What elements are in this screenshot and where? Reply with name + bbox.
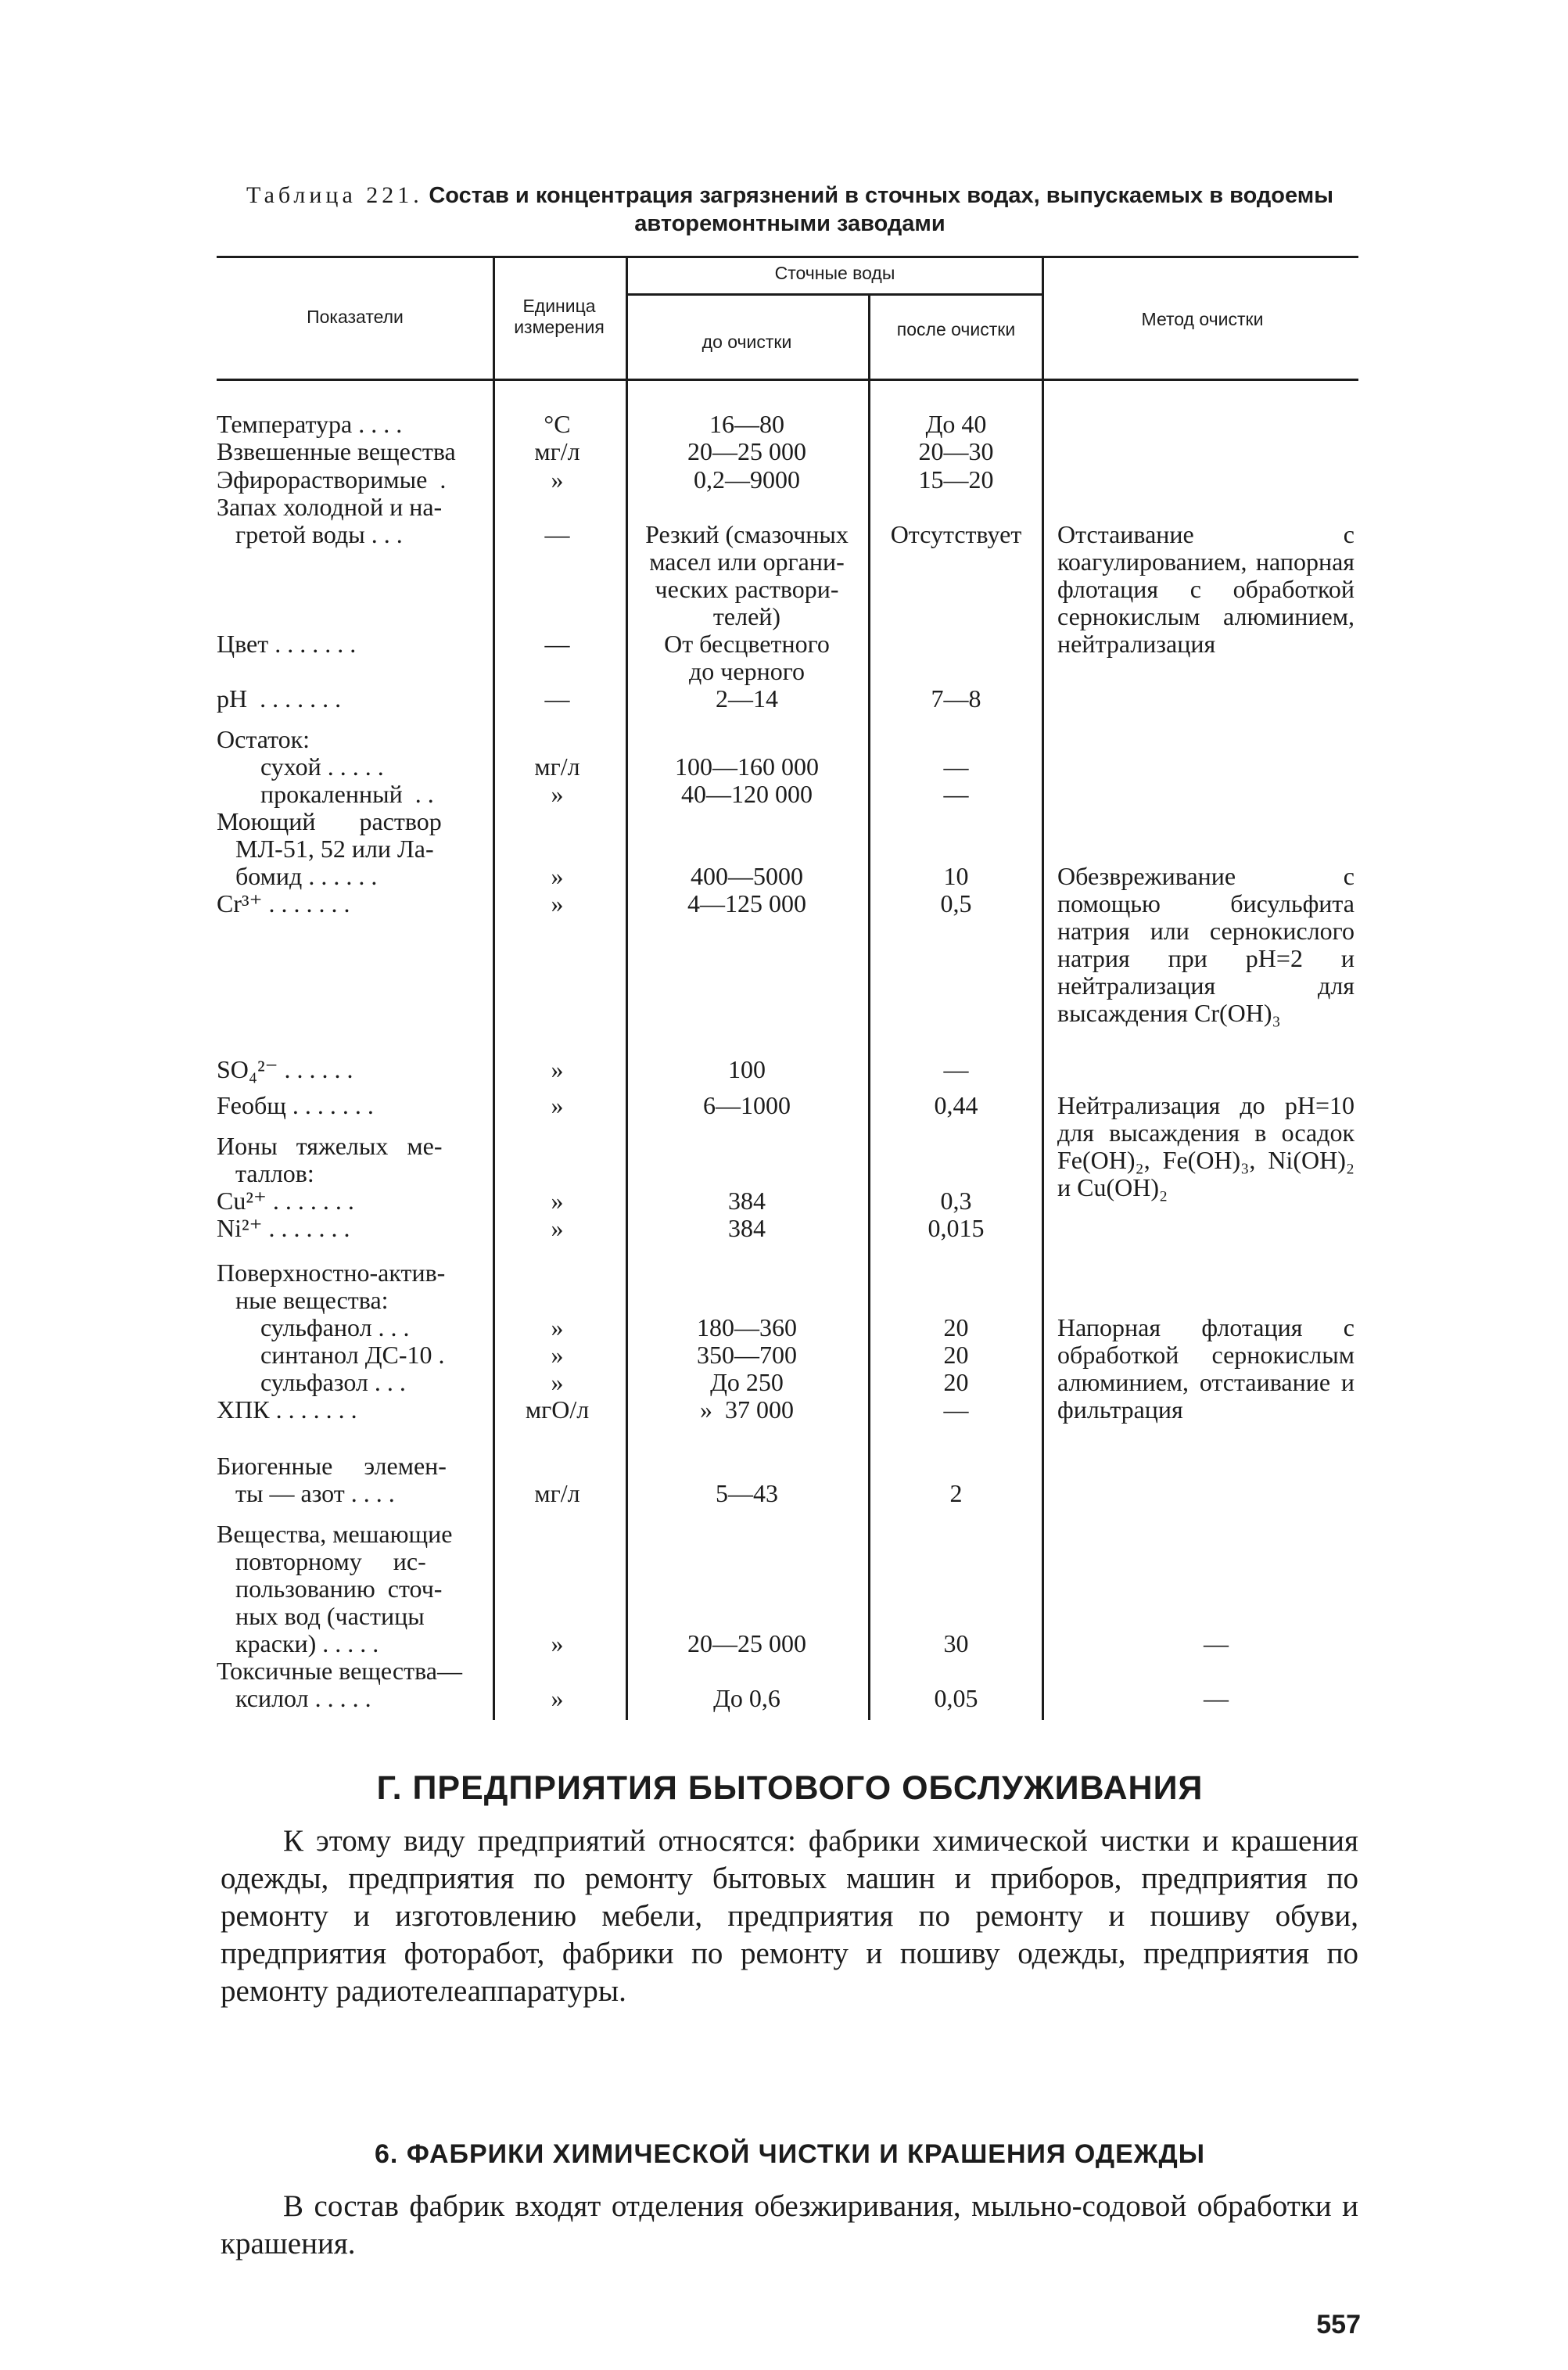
row-before: 6—1000	[703, 1091, 791, 1119]
row-unit: —	[544, 684, 570, 713]
row-indicator: Цвет . . . . . . .	[217, 630, 357, 658]
row-before: 2—14	[716, 684, 778, 713]
row-method: —	[1204, 1629, 1229, 1657]
row-indicator: Ионы тяжелых ме- таллов:	[217, 1132, 443, 1187]
row-after: До 40	[925, 410, 987, 438]
row-unit: °C	[544, 410, 571, 438]
row-unit: мг/л	[534, 752, 580, 781]
row-indicator: Взвешенные вещества	[217, 437, 456, 465]
row-before: 350—700	[697, 1341, 797, 1369]
row-before: 180—360	[697, 1313, 797, 1341]
subsection-title: 6. ФАБРИКИ ХИМИЧЕСКОЙ ЧИСТКИ И КРАШЕНИЯ ОДЕЖДЫ	[375, 2139, 1205, 2169]
row-indicator: сульфазол . . .	[217, 1368, 406, 1396]
row-before: 20—25 000	[687, 1629, 806, 1657]
column-divider	[493, 256, 495, 1720]
row-after: 15—20	[918, 465, 994, 494]
row-after: 20—30	[918, 437, 994, 465]
method-text: Отстаивание с коагулированием, напорная флотация с обработкой сернокислым алюминием, нейтрализация	[1057, 520, 1355, 658]
section-title: Г. ПРЕДПРИЯТИЯ БЫТОВОГО ОБСЛУЖИВАНИЯ	[376, 1769, 1204, 1807]
section-paragraph	[221, 1822, 1358, 2010]
table-caption	[219, 181, 1361, 238]
row-after: 0,3	[940, 1187, 972, 1215]
row-indicator: pH . . . . . . .	[217, 684, 342, 713]
row-indicator: SO₄²⁻ . . . . . .	[217, 1055, 353, 1083]
header-unit: Единица измерения	[514, 296, 605, 337]
row-indicator: Остаток:	[217, 725, 310, 753]
row-before: 16—80	[709, 410, 784, 438]
row-after: 20	[943, 1341, 969, 1369]
row-method: —	[1204, 1684, 1229, 1712]
row-indicator: Поверхностно-актив- ные вещества:	[217, 1259, 446, 1314]
row-after: —	[943, 1055, 969, 1083]
row-indicator: Cu²⁺ . . . . . . .	[217, 1187, 354, 1215]
header-wastewater: Сточные воды	[774, 263, 895, 283]
row-indicator: Температура . . . .	[217, 410, 403, 438]
row-unit: —	[544, 630, 570, 658]
row-unit: »	[551, 465, 564, 494]
row-before: 400—5000	[691, 862, 803, 890]
row-after: Отсутствует	[890, 520, 1022, 548]
row-after: 2	[949, 1479, 963, 1507]
table-title: Состав и концентрация загрязнений в сточных водах, выпускаемых в водоемы авторемонтными заводами	[429, 183, 1333, 236]
row-indicator: Токсичные вещества— ксилол . . . . .	[217, 1657, 462, 1712]
column-divider	[868, 295, 870, 1720]
row-unit: »	[551, 862, 564, 890]
row-indicator: Моющий раствор МЛ-51, 52 или Ла- бомид . . . . . .	[217, 807, 442, 890]
row-indicator: сухой . . . . .	[217, 752, 384, 781]
subsection-paragraph-text: В состав фабрик входят отделения обезжиривания, мыльно-содовой обработки и крашения.	[221, 2189, 1358, 2260]
row-before: 4—125 000	[687, 889, 806, 917]
row-before: До 0,6	[713, 1684, 780, 1712]
row-before: 5—43	[716, 1479, 778, 1507]
row-indicator: синтанол ДС-10 .	[217, 1341, 445, 1369]
row-after: —	[943, 780, 969, 808]
table-label: Таблица 221.	[246, 182, 423, 208]
row-after: 20	[943, 1368, 969, 1396]
row-after: —	[943, 752, 969, 781]
row-unit: »	[551, 1313, 564, 1341]
page-number: 557	[1316, 2310, 1361, 2339]
row-before: От бесцветного до черного	[664, 630, 830, 685]
table-top-rule	[217, 256, 1358, 258]
row-after: 0,05	[934, 1684, 978, 1712]
method-text: Нейтрализация до pH=10 для высаждения в осадок Fe(OH)₂, Fe(OH)₃, Ni(OH)₂ и Cu(OH)₂	[1057, 1091, 1355, 1201]
row-indicator: Ni²⁺ . . . . . . .	[217, 1214, 350, 1242]
row-unit: »	[551, 1091, 564, 1119]
row-after: 0,44	[934, 1091, 978, 1119]
column-divider	[626, 256, 628, 1720]
row-indicator: ХПК . . . . . . .	[217, 1395, 357, 1424]
row-indicator: Feобщ . . . . . . .	[217, 1091, 374, 1119]
row-unit: »	[551, 1187, 564, 1215]
column-divider	[1042, 256, 1044, 1720]
row-indicator: Вещества, мешающие повторному ис- пользованию сточ- ных вод (частицы краски) . . . . .	[217, 1520, 453, 1657]
header-before: до очистки	[701, 332, 792, 352]
row-after: 0,015	[928, 1214, 985, 1242]
row-indicator: прокаленный . .	[217, 780, 434, 808]
row-before: Резкий (смазочных масел или органи- ческих раствори- телей)	[645, 520, 849, 630]
header-method: Метод очистки	[1141, 309, 1264, 329]
row-unit: мг/л	[534, 1479, 580, 1507]
method-text: Напорная флотация с обработкой сернокислым алюминием, отстаивание и фильтрация	[1057, 1313, 1355, 1424]
row-after: 0,5	[940, 889, 972, 917]
row-before: 100—160 000	[675, 752, 819, 781]
row-before: 384	[728, 1214, 766, 1242]
row-unit: »	[551, 1684, 564, 1712]
row-after: —	[943, 1395, 969, 1424]
row-indicator: сульфанол . . .	[217, 1313, 410, 1341]
method-text: Обезвреживание с помощью бисульфита натрия или сернокислого натрия при pH=2 и нейтрализация для высаждения Cr(OH)₃	[1057, 862, 1355, 1027]
row-unit: »	[551, 780, 564, 808]
row-after: 10	[943, 862, 969, 890]
row-before: 20—25 000	[687, 437, 806, 465]
row-unit: »	[551, 1629, 564, 1657]
row-unit: »	[551, 1341, 564, 1369]
table-header-rule	[217, 379, 1358, 381]
row-before: До 250	[710, 1368, 784, 1396]
row-before: 384	[728, 1187, 766, 1215]
row-after: 7—8	[931, 684, 981, 713]
row-unit: »	[551, 1368, 564, 1396]
row-indicator: Биогенные элемен- ты — азот . . . .	[217, 1452, 447, 1507]
row-unit: »	[551, 1214, 564, 1242]
wastewater-subheader-rule	[627, 293, 1042, 296]
row-indicator: Эфирорастворимые .	[217, 465, 447, 494]
header-indicator: Показатели	[307, 307, 404, 327]
row-indicator: Cr³⁺ . . . . . . .	[217, 889, 350, 917]
row-before: 40—120 000	[681, 780, 813, 808]
row-before: 0,2—9000	[694, 465, 800, 494]
row-after: 30	[943, 1629, 969, 1657]
row-unit: —	[544, 520, 570, 548]
row-unit: мгО/л	[525, 1395, 590, 1424]
row-unit: »	[551, 1055, 564, 1083]
row-indicator: Запах холодной и на- гретой воды . . .	[217, 493, 443, 548]
row-before: » 37 000	[700, 1395, 794, 1424]
row-unit: »	[551, 889, 564, 917]
row-unit: мг/л	[534, 437, 580, 465]
row-before: 100	[728, 1055, 766, 1083]
subsection-paragraph	[221, 2188, 1358, 2263]
row-after: 20	[943, 1313, 969, 1341]
header-after: после очистки	[896, 319, 1016, 339]
section-paragraph-text: К этому виду предприятий относятся: фабрики химической чистки и крашения одежды, предприятия по ремонту бытовых машин и приборов, предприятия по ремонту и изготовлению мебели, предприятия по ремонту и пошиву обуви, предприятия фоторабот, фабрики по ремонту и пошиву одежды, предприятия по ремонту радиотелеаппаратуры.	[221, 1824, 1358, 2008]
